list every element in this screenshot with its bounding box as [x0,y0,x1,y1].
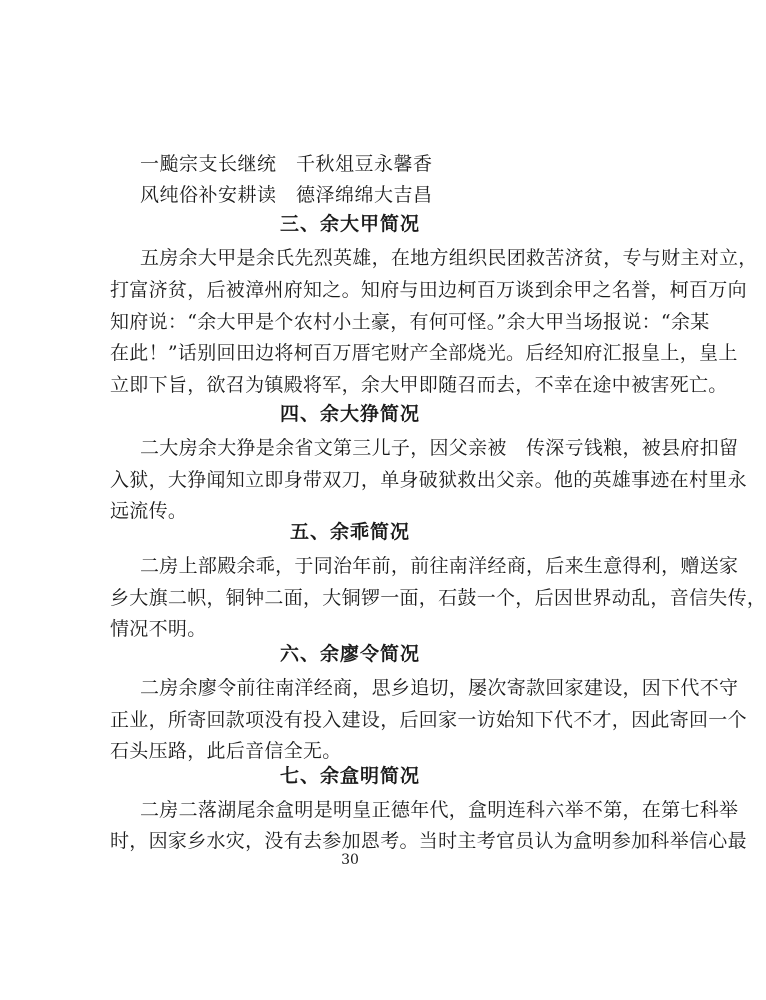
section-heading: 七、余盒明简况 [279,765,420,787]
paragraph-line: 立即下旨，欲召为镇殿将军，余大甲即随召而去，不幸在途中被害死亡。 [110,374,728,396]
poem-line-1: 一颱宗支长继统 千秋俎豆永馨香 [140,153,433,175]
paragraph-line: 二房余廖令前往南洋经商，思乡追切，屡次寄款回家建设，因下代不守 [140,677,739,699]
section-heading: 三、余大甲简况 [279,213,420,235]
paragraph-line: 情况不明。 [110,618,207,640]
paragraph-line: 正业，所寄回款项没有投入建设，后回家一访始知下代不才，因此寄回一个 [110,709,747,731]
paragraph-line: 在此！”话别回田边将柯百万厝宅财产全部烧光。后经知府汇报皇上，皇上 [110,342,738,364]
paragraph-line: 五房余大甲是余氏先烈英雄，在地方组织民团救苦济贫，专与财主对立， [140,247,758,269]
paragraph-line: 打富济贫，后被漳州府知之。知府与田边柯百万谈到余甲之名誉，柯百万向 [110,279,747,301]
page-number: 30 [341,852,359,868]
paragraph-line: 知府说：“余大甲是个农村小土豪，有何可怪。”余大甲当场报说：“余某 [110,311,710,333]
paragraph-line: 二房上部殿余乖，于同治年前，前往南洋经商，后来生意得利，赠送家 [140,555,739,577]
paragraph-line: 乡大旗二帜，铜钟二面，大铜锣一面，石鼓一个，后因世界动乱，音信失传， [110,587,766,609]
paragraph-line: 石头压路，此后音信全无。 [110,740,342,762]
paragraph-line: 远流传。 [110,500,188,522]
paragraph-line: 二房二落湖尾余盒明是明皇正德年代，盒明连科六举不第，在第七科举 [140,799,739,821]
section-heading: 四、余大狰简况 [279,403,420,425]
paragraph-line: 二大房余大狰是余省文第三儿子，因父亲被 传深亏钱粮，被县府扣留 [140,437,739,459]
paragraph-line: 入狱，大狰闻知立即身带双刀，单身破狱救出父亲。他的英雄事迹在村里永 [110,469,747,491]
section-heading: 六、余廖令简况 [279,643,420,665]
section-heading: 五、余乖简况 [289,521,410,543]
paragraph-line: 时，因家乡水灾，没有去参加恩考。当时主考官员认为盒明参加科举信心最 [110,830,747,852]
poem-line-2: 风纯俗补安耕读 德泽绵绵大吉昌 [140,184,433,206]
